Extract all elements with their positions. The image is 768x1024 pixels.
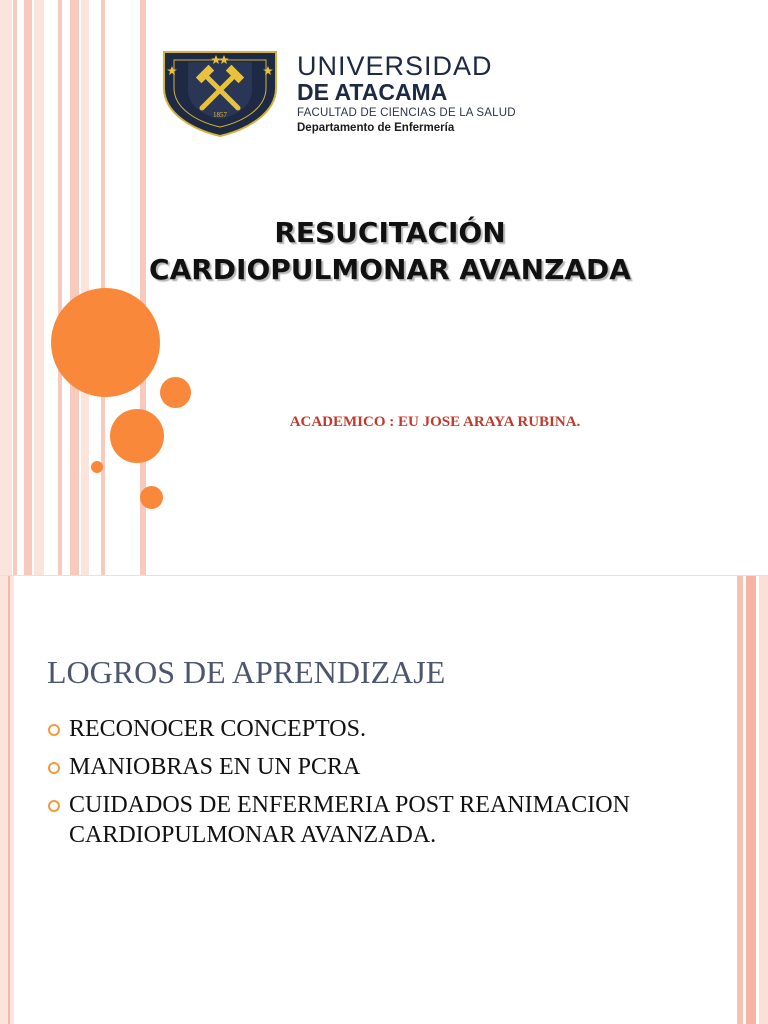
university-seal-icon: [160, 46, 280, 138]
stripe-decoration: [81, 0, 89, 576]
stripe-decoration: [0, 576, 14, 1024]
stripe-decoration: [8, 576, 10, 1024]
decorative-circle-small: [140, 486, 163, 509]
stripe-decoration: [759, 576, 768, 1024]
list-item: [47, 752, 727, 782]
decorative-circle-large: [51, 288, 160, 397]
bullet-circle-icon: [48, 762, 60, 774]
stripe-decoration: [737, 576, 743, 1024]
stripe-decoration: [0, 0, 12, 576]
decorative-circle-tiny: [91, 461, 103, 473]
decorative-circle-small: [160, 377, 191, 408]
svg-text:1857: 1857: [213, 111, 227, 119]
decorative-circle-medium: [110, 409, 164, 463]
academic-credit: ACADEMICO : EU JOSE ARAYA RUBINA.: [289, 414, 581, 430]
list-item-text: MANIOBRAS EN UN PCRA: [69, 754, 361, 780]
university-logo: [160, 46, 560, 142]
list-item: [47, 790, 727, 850]
stripe-decoration: [746, 576, 756, 1024]
title-line-1: RESUCITACIÓN: [274, 216, 506, 249]
stripe-decoration: [13, 0, 17, 576]
university-name-line1: UNIVERSIDAD: [297, 51, 493, 81]
stripe-decoration: [24, 0, 32, 576]
objectives-slide: [0, 576, 768, 1024]
bullet-circle-icon: [48, 800, 60, 812]
slide-title: [60, 214, 720, 288]
list-item: [47, 714, 727, 744]
objectives-list: [47, 714, 727, 858]
university-name-line2: DE ATACAMA: [297, 79, 448, 105]
faculty-name: FACULTAD DE CIENCIAS DE LA SALUD: [297, 107, 516, 119]
stripe-decoration: [34, 0, 44, 576]
stripe-decoration: [70, 0, 79, 576]
list-item-text: CUIDADOS DE ENFERMERIA POST REANIMACION CARDIOPULMONAR AVANZADA.: [69, 792, 630, 848]
list-item-text: RECONOCER CONCEPTOS.: [69, 716, 366, 742]
bullet-circle-icon: [48, 724, 60, 736]
slide-heading: LOGROS DE APRENDIZAJE: [47, 654, 446, 690]
title-line-2: CARDIOPULMONAR AVANZADA: [149, 253, 631, 286]
stripe-decoration: [58, 0, 62, 576]
department-name: Departamento de Enfermería: [297, 122, 455, 134]
